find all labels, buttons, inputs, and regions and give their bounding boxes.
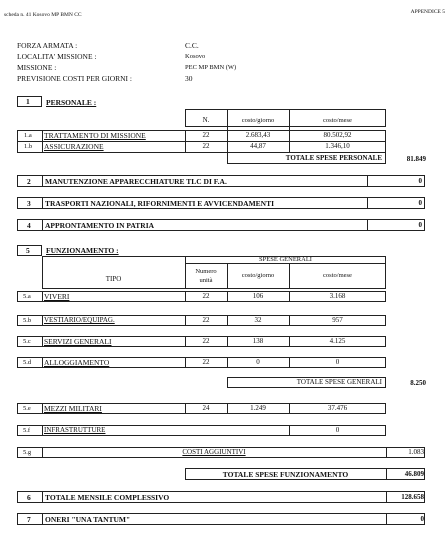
row-1b-mese: 1.346,10 bbox=[325, 142, 350, 150]
row-5d-giorno: 0 bbox=[256, 358, 260, 366]
forza-armata-value: C.C. bbox=[185, 41, 199, 50]
row-5g-value-divider bbox=[386, 447, 387, 458]
row-5e-giorno: 1.249 bbox=[250, 404, 266, 412]
scheda-ref: scheda n. 41 Kosovo MP BMN CC bbox=[4, 12, 82, 18]
personale-col-giorno: costo/giorno bbox=[241, 117, 275, 124]
totale-funz-divider bbox=[386, 468, 387, 480]
section-6-num: 6 bbox=[27, 493, 31, 502]
funz-spese-generali: SPESE GENERALI bbox=[259, 256, 312, 263]
previsione-value: 30 bbox=[185, 74, 193, 83]
row-5e-mese: 37.476 bbox=[327, 404, 348, 412]
row-5d-n: 22 bbox=[202, 358, 210, 366]
section-3-num-divider bbox=[42, 197, 43, 209]
row-1b-n: 22 bbox=[202, 142, 210, 150]
funz-col-giorno: costo/giorno bbox=[241, 272, 275, 279]
funz-header-divider bbox=[185, 263, 386, 264]
section-3-value-divider bbox=[367, 197, 368, 209]
personale-total-value: 81.849 bbox=[406, 155, 426, 163]
row-5a-mese: 3.168 bbox=[329, 292, 346, 300]
row-5c-n: 22 bbox=[202, 337, 210, 345]
personale-code-divider bbox=[42, 130, 43, 153]
row-5e-n: 24 bbox=[202, 404, 210, 412]
section-2-num-divider bbox=[42, 175, 43, 187]
section-2-label: MANUTENZIONE APPARECCHIATURE TLC DI F.A. bbox=[45, 177, 227, 186]
localita-value: Kosovo bbox=[185, 53, 206, 60]
section-2-value: 0 bbox=[418, 177, 422, 185]
row-1b-code: 1.b bbox=[24, 143, 33, 150]
section-3-label: TRASPORTI NAZIONALI, RIFORNIMENTI E AVVICENDAMENTI bbox=[45, 199, 275, 208]
row-5c-mese: 4.125 bbox=[329, 337, 346, 345]
totale-generali-label: TOTALE SPESE GENERALI bbox=[296, 378, 382, 386]
row-5a-code-divider bbox=[42, 291, 43, 302]
section-7-num: 7 bbox=[27, 515, 31, 524]
row-5a-giorno: 106 bbox=[252, 292, 264, 300]
row-1a-n: 22 bbox=[202, 131, 210, 139]
section-4-value: 0 bbox=[418, 221, 422, 229]
personale-total-label: TOTALE SPESE PERSONALE bbox=[285, 154, 382, 162]
row-5e-code-divider bbox=[42, 403, 43, 414]
row-5b-code-divider bbox=[42, 315, 43, 326]
row-5c-label: SERVIZI GENERALI bbox=[44, 337, 112, 346]
funz-title: FUNZIONAMENTO : bbox=[46, 246, 119, 255]
row-1a-giorno: 2.683,43 bbox=[245, 131, 271, 139]
funz-col-mese: costo/mese bbox=[323, 272, 352, 279]
section-7-value-divider bbox=[386, 513, 387, 525]
section-3-value: 0 bbox=[418, 199, 422, 207]
row-1a-label: TRATTAMENTO DI MISSIONE bbox=[44, 131, 146, 140]
row-5d-code-divider bbox=[42, 357, 43, 368]
row-5f-code-divider bbox=[42, 425, 43, 436]
section-7-value: 0 bbox=[420, 515, 424, 523]
row-5b-code: 5.b bbox=[23, 317, 32, 324]
row-5d-mese: 0 bbox=[335, 358, 340, 366]
totale-funz-value: 46.809 bbox=[404, 470, 424, 478]
row-5f-code: 5.f bbox=[23, 427, 31, 434]
funz-col-tipo: TIPO bbox=[105, 275, 122, 283]
appendice-label: APPENDICE 5 bbox=[410, 9, 445, 15]
row-5g-label: COSTI AGGIUNTIVI bbox=[182, 448, 246, 456]
totale-generali-value: 8.250 bbox=[410, 379, 426, 387]
row-5d-label: ALLOGGIAMENTO bbox=[44, 358, 110, 367]
previsione-label: PREVISIONE COSTI PER GIORNI : bbox=[17, 74, 133, 83]
section-4-label: APPRONTAMENTO IN PATRIA bbox=[45, 221, 155, 230]
section-6-value: 128.658 bbox=[401, 493, 424, 501]
missione-value: PEC MP BMN (W) bbox=[185, 64, 237, 71]
row-5e-label: MEZZI MILITARI bbox=[44, 404, 102, 413]
section-4-num: 4 bbox=[27, 221, 31, 230]
row-5c-code-divider bbox=[42, 336, 43, 347]
row-5e-code: 5.e bbox=[23, 405, 31, 412]
row-5f-mese: 0 bbox=[335, 426, 340, 434]
personale-col-n: N. bbox=[202, 116, 210, 124]
section-2-num: 2 bbox=[27, 177, 31, 186]
row-5a-code: 5.a bbox=[23, 293, 31, 300]
row-5b-label: VESTIARIO/EQUIPAG. bbox=[44, 316, 115, 324]
section-7-num-divider bbox=[42, 513, 43, 525]
funz-col-unita: unità bbox=[199, 277, 213, 284]
section-6-num-divider bbox=[42, 491, 43, 503]
section-4-num-divider bbox=[42, 219, 43, 231]
section-3-num: 3 bbox=[27, 199, 31, 208]
forza-armata-label: FORZA ARMATA : bbox=[17, 41, 78, 50]
row-5c-code: 5.c bbox=[23, 338, 31, 345]
row-5d-code: 5.d bbox=[23, 359, 32, 366]
row-5c-giorno: 138 bbox=[252, 337, 264, 345]
row-1b-giorno: 44,87 bbox=[250, 142, 266, 150]
section-2-value-divider bbox=[367, 175, 368, 187]
row-5a-n: 22 bbox=[202, 292, 210, 300]
section-6-label: TOTALE MENSILE COMPLESSIVO bbox=[45, 493, 170, 502]
row-5g-code: 5.g bbox=[23, 449, 32, 456]
row-5b-mese: 957 bbox=[332, 316, 343, 324]
row-5a-label: VIVERI bbox=[44, 292, 70, 301]
row-1b-label: ASSICURAZIONE bbox=[44, 142, 104, 151]
row-5f-label: INFRASTRUTTURE bbox=[44, 426, 106, 434]
section-7-label: ONERI "UNA TANTUM" bbox=[45, 515, 131, 524]
personale-col-mese: costo/mese bbox=[323, 117, 352, 124]
section-4-value-divider bbox=[367, 219, 368, 231]
row-5b-n: 22 bbox=[202, 316, 210, 324]
localita-label: LOCALITA' MISSIONE : bbox=[17, 52, 97, 61]
missione-label: MISSIONE : bbox=[17, 63, 57, 72]
personale-num: 1 bbox=[26, 97, 30, 106]
row-5g-value: 1.083 bbox=[408, 448, 424, 456]
funz-num: 5 bbox=[26, 246, 30, 255]
row-5b-giorno: 32 bbox=[254, 316, 262, 324]
personale-title: PERSONALE : bbox=[46, 98, 97, 107]
funz-col-numero: Numero bbox=[195, 268, 217, 275]
totale-funz-label: TOTALE SPESE FUNZIONAMENTO bbox=[222, 470, 349, 479]
row-1a-code: 1.a bbox=[24, 132, 32, 139]
section-6-value-divider bbox=[386, 491, 387, 503]
row-1a-mese: 80.502,92 bbox=[323, 131, 352, 139]
